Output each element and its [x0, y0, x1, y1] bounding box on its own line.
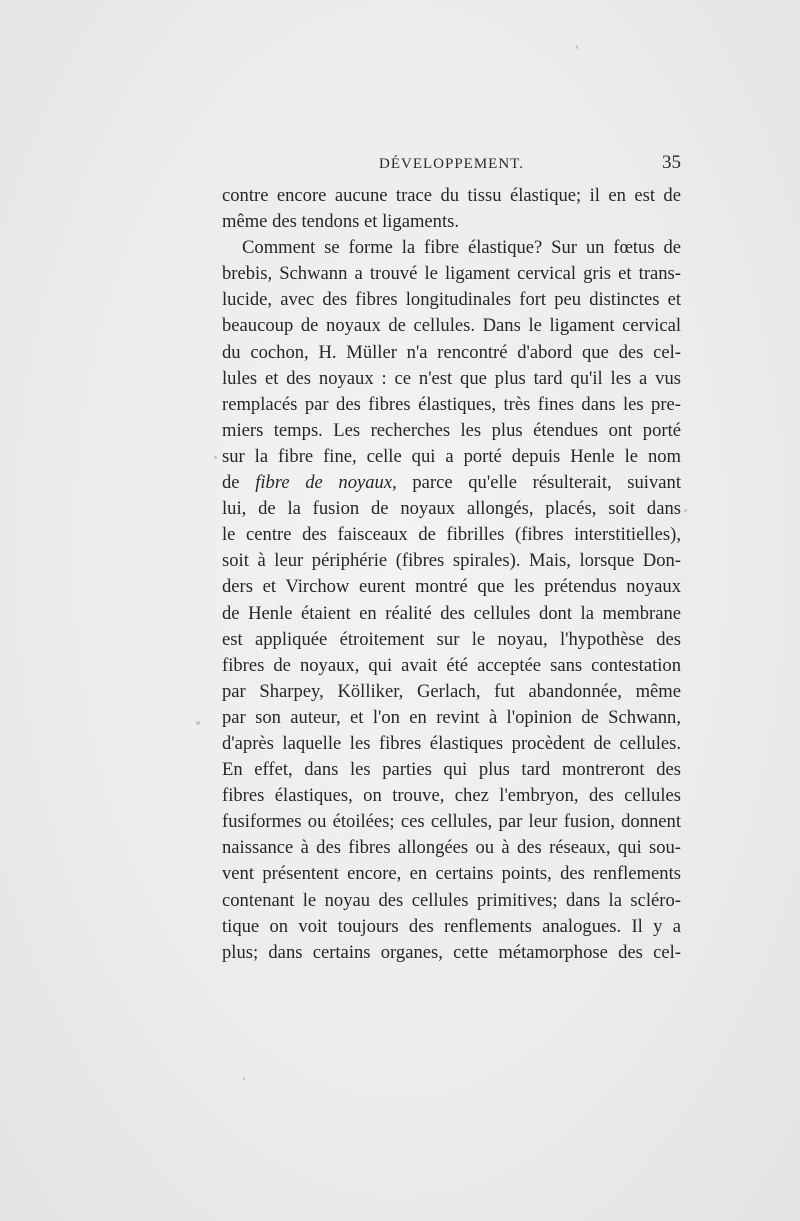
text-line: contre encore aucune trace du tissu élastique; il en est de — [222, 185, 681, 206]
text-line: brebis, Schwann a trouvé le ligament cervical gris et trans- — [222, 263, 681, 285]
ink-speck — [243, 1077, 245, 1080]
text-line: tique on voit toujours des renflements analogues. Il y a — [222, 915, 681, 937]
text-line: Comment se forme la fibre élastique? Sur un fœtus de — [242, 237, 681, 259]
line-suffix: , parce qu'elle résulterait, suivant — [392, 472, 681, 494]
text-line: contenant le noyau des cellules primitives; dans la scléro- — [222, 889, 681, 911]
page-number: 35 — [662, 152, 681, 173]
text-line: par son auteur, et l'on en revint à l'opinion de Schwann, — [222, 706, 681, 728]
text-line: lucide, avec des fibres longitudinales fort peu distinctes et — [222, 289, 681, 311]
text-line: fibres de noyaux, qui avait été acceptée sans contestation — [222, 654, 681, 676]
text-line: le centre des faisceaux de fibrilles (fibres interstitielles), — [222, 524, 681, 546]
text-line: lui, de la fusion de noyaux allongés, placés, soit dans — [222, 498, 681, 520]
text-line: plus; dans certains organes, cette métamorphose des cel- — [222, 941, 681, 963]
running-head: DÉVELOPPEMENT. — [379, 156, 524, 172]
text-line: du cochon, H. Müller n'a rencontré d'abord que des cel- — [222, 341, 681, 363]
text-line: soit à leur périphérie (fibres spirales). Mais, lorsque Don- — [222, 550, 681, 572]
text-line: vent présentent encore, en certains points, des renflements — [222, 863, 681, 885]
text-line: ders et Virchow eurent montré que les prétendus noyaux — [222, 576, 681, 598]
italic-term: fibre de noyaux — [255, 472, 393, 494]
text-line: beaucoup de noyaux de cellules. Dans le ligament cervical — [222, 315, 681, 337]
text-line: miers temps. Les recherches les plus étendues ont porté — [222, 419, 681, 441]
text-line-italic-phrase — [222, 470, 681, 496]
text-line: même des tendons et ligaments. — [222, 211, 460, 233]
ink-speck — [576, 45, 578, 49]
text-line: naissance à des fibres allongées ou à des réseaux, qui sou- — [222, 837, 681, 859]
line-prefix: de — [222, 472, 240, 494]
text-line: fibres élastiques, on trouve, chez l'embryon, des cellules — [222, 785, 681, 807]
ink-speck — [214, 456, 217, 459]
text-line: d'après laquelle les fibres élastiques procèdent de cellules. — [222, 732, 681, 754]
text-line: En effet, dans les parties qui plus tard montreront des — [222, 759, 681, 781]
page-header — [222, 152, 681, 176]
body-text — [222, 183, 681, 966]
text-line: fusiformes ou étoilées; ces cellules, par leur fusion, donnent — [222, 811, 681, 833]
text-line: de Henle étaient en réalité des cellules dont la membrane — [222, 602, 681, 624]
text-line: lules et des noyaux : ce n'est que plus tard qu'il les a vus — [222, 367, 681, 389]
ink-speck — [196, 721, 200, 725]
ink-speck — [684, 509, 687, 512]
text-line: est appliquée étroitement sur le noyau, l'hypothèse des — [222, 628, 681, 650]
text-line: par Sharpey, Kölliker, Gerlach, fut abandonnée, même — [222, 680, 681, 702]
text-line: remplacés par des fibres élastiques, très fines dans les pre- — [222, 393, 681, 415]
text-line: sur la fibre fine, celle qui a porté depuis Henle le nom — [222, 445, 681, 467]
